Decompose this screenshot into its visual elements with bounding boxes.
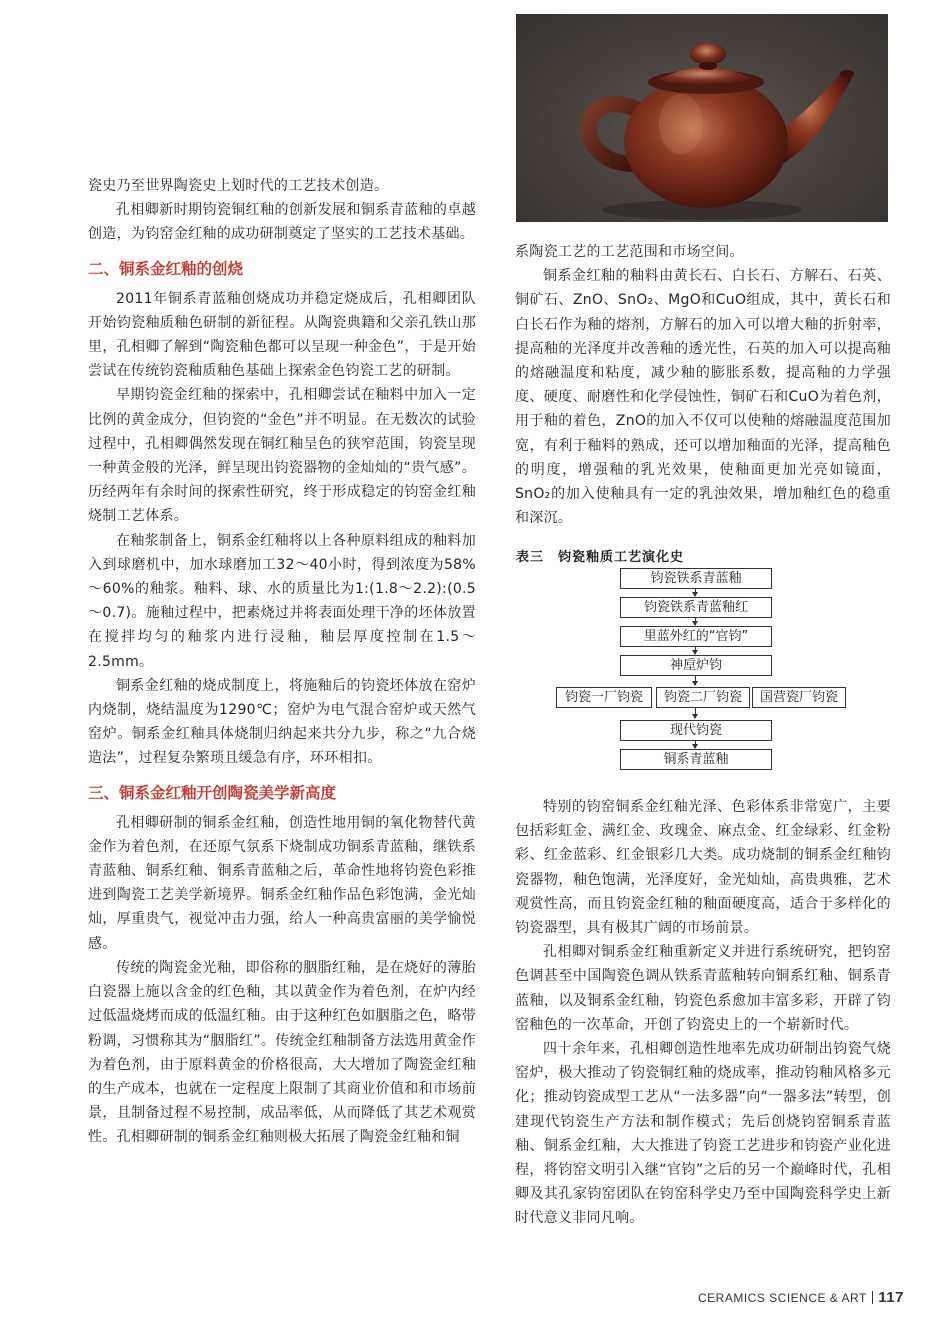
paragraph: 瓷史乃至世界陶瓷史上划时代的工艺技术创造。 bbox=[88, 178, 389, 194]
section-heading-2: 二、铜系金红釉的创烧 bbox=[88, 259, 244, 278]
paragraph: 四十余年来，孔相卿创造性地率先成功研制出钧瓷气烧窑炉，极大推动了钧瓷铜红釉的烧成率，推动钧釉风格多元化；推动钧瓷成型工艺从“一法多器”向“一器多法”转型，创建现代钧瓷生产方法和制作模式；先后创烧钧窑铜系青蓝釉、铜系金红釉，大大推进了钧瓷工艺进步和钧瓷产业化进程，将钧窑文明引入继“官钧”之后的另一个巅峰时代，孔相卿及其孔家钧窑团队在钧窑科学史乃至中国陶瓷科学史上新时代意义非同凡响。 bbox=[515, 1041, 891, 1227]
flow-branch: 钧瓷一厂钧瓷 bbox=[556, 687, 652, 708]
flow-branch: 国营瓷厂钧瓷 bbox=[752, 687, 846, 708]
paragraph: 早期钧瓷金红釉的探索中，孔相卿尝试在釉料中加入一定比例的黄金成分，但钧瓷的“金色”并不明显。在无数次的试验过程中，孔相卿偶然发现在铜红釉呈色的狭窄范围，钧瓷呈现一种黄金般的光泽，鲜呈现出钧瓷器物的金灿灿的“贵气感”。历经两年有余时间的探索性研究，终于形成稳定的钧窑金红釉烧制工艺体系。 bbox=[88, 387, 476, 525]
page-footer bbox=[698, 1289, 904, 1306]
flow-arrow bbox=[695, 588, 696, 596]
table-title: 钧瓷釉质工艺演化史 bbox=[558, 550, 685, 565]
paragraph: 孔相卿对铜系金红釉重新定义并进行系统研究，把钧窑色调甚至中国陶瓷色调从铁系青蓝釉转向铜系红釉、铜系青蓝釉，以及铜系金红釉，钧瓷色系愈加丰富多彩，开辟了钧窑釉色的一次革命，开创了钧瓷史上的一个崭新时代。 bbox=[515, 944, 891, 1033]
flow-step: 铜系青蓝釉 bbox=[620, 749, 772, 770]
flow-branch: 钧瓷二厂钧瓷 bbox=[656, 687, 750, 708]
flow-arrow bbox=[695, 675, 696, 685]
paragraph: 传统的陶瓷金光釉，即俗称的胭脂红釉，是在烧好的薄胎白瓷器上施以含金的红色釉，其以黄金作为着色剂，在炉内经过低温烧烤而成的低温红釉。由于这种红色如胭脂之色，略带粉调，习惯称其为“胭脂红”。传统金红釉制备方法选用黄金作为着色剂，由于原料黄金的价格很高，大大增加了陶瓷金红釉的生产成本，也就在一定程度上限制了其商业价值和和市场前景，且制备过程不易控制，成品率低，从而降低了其艺术观赏性。孔相卿研制的铜系金红釉则极大拓展了陶瓷金红釉和铜 bbox=[88, 959, 476, 1146]
right-column-bottom bbox=[515, 795, 891, 1231]
flow-arrow bbox=[695, 617, 696, 625]
flow-step: 现代钧瓷 bbox=[620, 720, 772, 741]
evolution-flowchart bbox=[556, 568, 846, 778]
footer-divider bbox=[872, 1291, 874, 1304]
paragraph: 铜系金红釉的烧成制度上，将施釉后的钧瓷坯体放在窑炉内烧制，烧结温度为1290℃；窑炉为电气混合窑炉或天然气窑炉。铜系金红釉具体烧制归纳起来共分九步，称之“九合烧造法”，过程复杂繁琐且缓急有序，环环相扣。 bbox=[88, 677, 476, 767]
paragraph: 2011年铜系青蓝釉创烧成功并稳定烧成后，孔相卿团队开始钧瓷釉质釉色研制的新征程。从陶瓷典籍和父亲孔铁山那里，孔相卿了解到“陶瓷釉色都可以呈现一种金色”，于是开始尝试在传统钧瓷釉质釉色基础上探索金色钧瓷工艺的研制。 bbox=[88, 290, 476, 380]
paragraph: 孔相卿新时期钧瓷铜红釉的创新发展和铜系青蓝釉的卓越创造，为钧窑金红釉的成功研制奠定了坚实的工艺技术基础。 bbox=[88, 202, 476, 243]
flow-step: 神垕炉钧 bbox=[620, 655, 772, 676]
teapot-illustration bbox=[516, 14, 888, 222]
table-label: 表三 bbox=[516, 550, 545, 565]
paragraph: 在釉浆制备上，铜系金红釉将以上各种原料组成的釉料加入到球磨机中，加水球磨加工32～40小时，得到浓度为58%～60%的釉浆。釉料、球、水的质量比为1:(1.8～2.2):(0.5～0.7)。施釉过程中，把素烧过并将表面处理干净的坯体放置在搅拌均匀的釉浆内进行浸釉，釉层厚度控制在1.5～2.5mm。 bbox=[88, 532, 476, 670]
flow-arrow bbox=[695, 740, 696, 748]
journal-name: CERAMICS SCIENCE & ART bbox=[697, 1291, 867, 1305]
section-heading-3: 三、铜系金红釉开创陶瓷美学新高度 bbox=[88, 783, 337, 802]
paragraph: 孔相卿研制的铜系金红釉，创造性地用铜的氧化物替代黄金作为着色剂，在还原气氛系下烧制成功铜系青蓝釉，继铁系青蓝釉、铜系红釉、铜系青蓝釉之后，革命性地将钧瓷色彩推进到陶瓷工艺美学新境界。铜系金红釉作品色彩饱满，金光灿灿，厚重贵气，视觉冲击力强，给人一种高贵富丽的美学愉悦感。 bbox=[88, 814, 476, 952]
flow-step: 里蓝外红的“官钧” bbox=[620, 626, 772, 647]
flow-step: 钧瓷铁系青蓝釉红 bbox=[620, 597, 772, 618]
table-caption bbox=[516, 546, 698, 565]
teapot-photo bbox=[516, 14, 888, 222]
paragraph: 特别的钧窑铜系金红釉光泽、色彩体系非常宽广，主要包括彩虹金、满红金、玫瑰金、麻点金、红金绿彩、红金粉彩、红金蓝彩、红金银彩几大类。成功烧制的铜系金红釉钧瓷器物，釉色饱满，光泽度好，金光灿灿，高贵典雅，艺术观赏性高，而且钧瓷金红釉的釉面硬度高，适合于多样化的钧瓷器型，具有极其广阔的市场前景。 bbox=[515, 799, 891, 937]
page-number: 117 bbox=[878, 1289, 904, 1306]
flow-arrow bbox=[695, 646, 696, 654]
paragraph: 铜系金红釉的釉料由黄长石、白长石、方解石、石英、铜矿石、ZnO、SnO₂、MgO和CuO组成，其中，黄长石和白长石作为釉的熔剂，方解石的加入可以增大釉的折射率，提高釉的光泽度并改善釉的透光性，石英的加入可以提高釉的熔融温度和粘度，减少釉的膨胀系数，提高釉的力学强度、硬度、耐磨性和化学侵蚀性，铜矿石和CuO为着色剂，用于釉的着色，ZnO的加入不仅可以使釉的熔融温度范围加宽，有利于釉料的熟成，还可以增加釉面的光泽，提高釉色的明度，增强釉的乳光效果，使釉面更加光亮如镜面，SnO₂的加入使釉具有一定的乳浊效果，增加釉红色的稳重和深沉。 bbox=[515, 268, 891, 527]
left-column bbox=[88, 174, 476, 1150]
right-column-top bbox=[515, 240, 891, 530]
flow-step: 钧瓷铁系青蓝釉 bbox=[620, 568, 772, 589]
flow-arrow bbox=[695, 708, 696, 718]
paragraph: 系陶瓷工艺的工艺范围和市场空间。 bbox=[515, 244, 744, 260]
